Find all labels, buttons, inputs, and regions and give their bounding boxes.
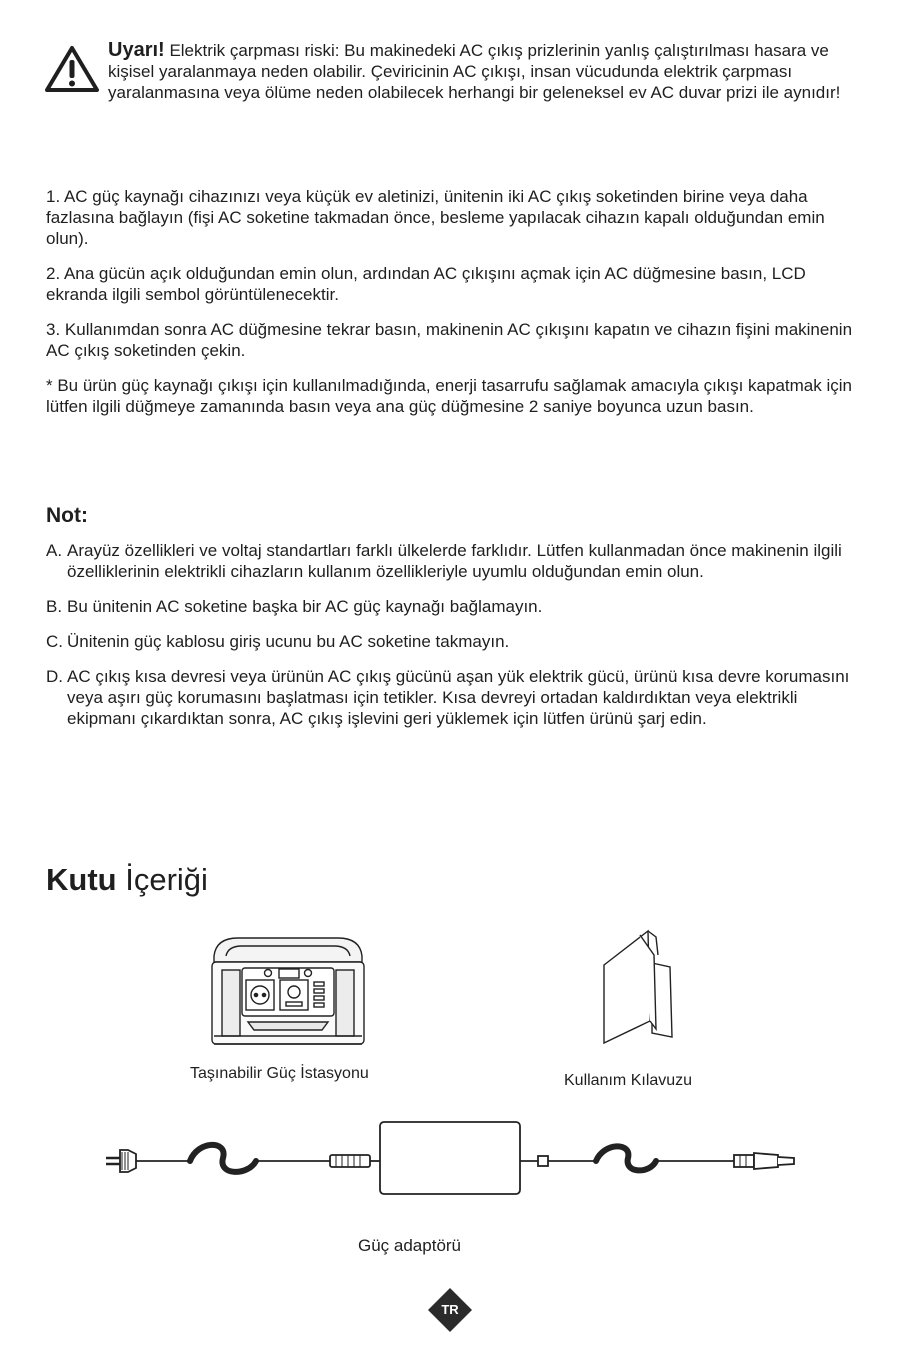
note-marker: D. <box>46 667 63 686</box>
note-item <box>46 666 858 729</box>
step-paragraph: * Bu ürün güç kaynağı çıkışı için kullanılmadığında, enerji tasarrufu sağlamak amacıyla çıkışı kapatmak için lütfen ilgili düğmeye zamanında basın veya ana güç düğmesine 2 saniye boyunca uzun basın. <box>46 376 852 416</box>
note-item <box>46 596 858 617</box>
note-title: Not: <box>46 504 88 527</box>
manual-booklet-icon <box>598 925 674 1047</box>
power-station-icon <box>208 930 368 1054</box>
note-text: Ünitenin güç kablosu giriş ucunu bu AC soketine takmayın. <box>67 632 510 651</box>
warning-text <box>108 40 854 103</box>
note-item <box>46 540 858 582</box>
warning-triangle-icon <box>44 44 100 94</box>
manual-label: Kullanım Kılavuzu <box>564 1072 693 1089</box>
note-list <box>46 540 858 743</box>
note-item <box>46 631 858 652</box>
usage-steps <box>46 186 858 431</box>
note-text: AC çıkış kısa devresi veya ürünün AC çıkış gücünü aşan yük elektrik gücü, ürünü kısa devre korumasını veya aşırı güç korumasını başlatması için tetikler. Kısa devreyi ortadan kaldırdıktan veya elektrikli ekipmanı çıkardıktan sonra, AC çıkış işlevini geri yüklemek için lütfen ürünü şarj edin. <box>67 667 850 728</box>
language-badge <box>427 1287 473 1333</box>
box-title-bold: Kutu <box>46 862 117 897</box>
power-adapter-icon <box>98 1118 803 1202</box>
box-contents-title <box>46 862 208 898</box>
box-title-rest: İçeriği <box>125 862 208 897</box>
note-text: Bu ünitenin AC soketine başka bir AC güç kaynağı bağlamayın. <box>67 597 543 616</box>
note-marker: C. <box>46 632 63 651</box>
power-station-label: Taşınabilir Güç İstasyonu <box>190 1065 369 1082</box>
note-marker: A. <box>46 541 63 560</box>
step-paragraph: 1. AC güç kaynağı cihazınızı veya küçük ev aletinizi, ünitenin iki AC çıkış soketinden birine veya daha fazlasına bağlayın (fişi AC soketine takmadan önce, besleme yapılacak cihazın kapalı olduğundan emin olun). <box>46 187 825 248</box>
note-marker: B. <box>46 597 63 616</box>
warning-body: Elektrik çarpması riski: Bu makinedeki AC çıkış prizlerinin yanlış çalıştırılması hasara ve kişisel yaralanmaya neden olabilir. Çeviricinin AC çıkışı, insan vücudunda elektrik çarpması yaralanmasına veya ölüme neden olabilecek herhangi bir geleneksel ev AC duvar prizi ile aynıdır! <box>108 41 841 102</box>
step-paragraph: 2. Ana gücün açık olduğundan emin olun, ardından AC çıkışını açmak için AC düğmesine basın, LCD ekranda ilgili sembol görüntülenecektir. <box>46 264 806 304</box>
step-paragraph: 3. Kullanımdan sonra AC düğmesine tekrar basın, makinenin AC çıkışını kapatın ve cihazın fişini makinenin AC çıkış soketinden çekin. <box>46 320 853 360</box>
language-code: TR <box>441 1302 459 1317</box>
note-text: Arayüz özellikleri ve voltaj standartları farklı ülkelerde farklıdır. Lütfen kullanmadan önce makinenin ilgili özelliklerinin elektrikli cihazların kullanım özellikleriyle uyumlu olduğundan emin olun. <box>67 541 842 581</box>
warning-block <box>44 40 854 103</box>
warning-label: Uyarı! <box>108 39 165 61</box>
adapter-label: Güç adaptörü <box>358 1236 462 1255</box>
